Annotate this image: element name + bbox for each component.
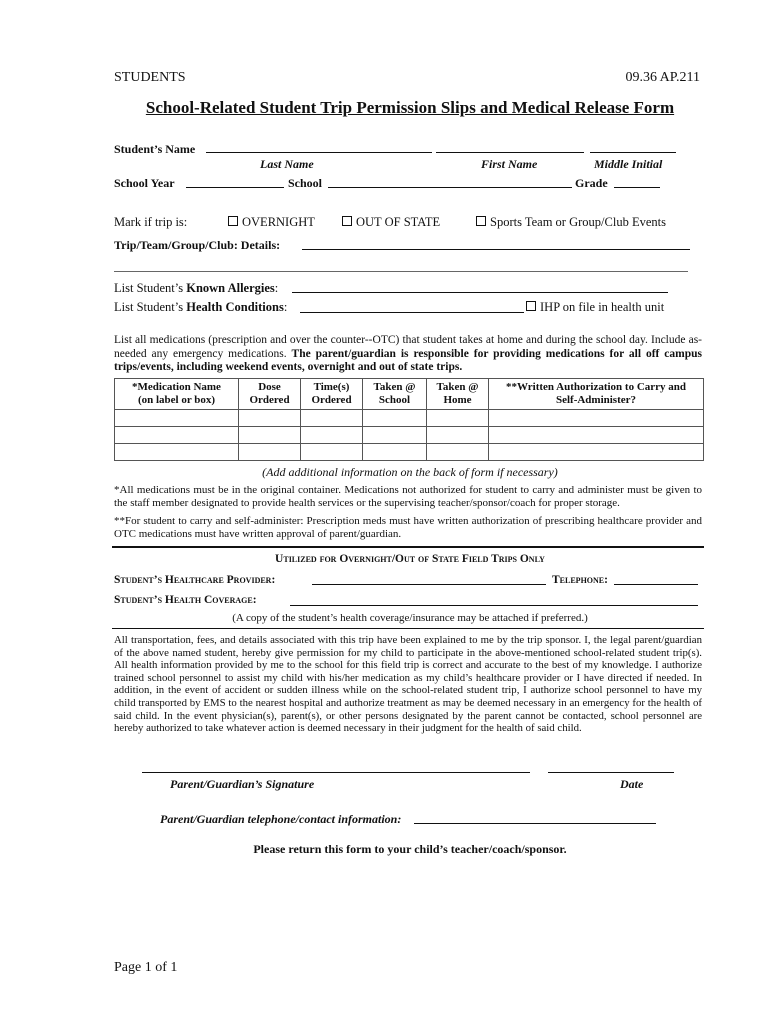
checkbox-icon[interactable] [476,216,486,226]
sports-team-option[interactable]: Sports Team or Group/Club Events [476,215,666,230]
section-divider [112,628,704,629]
page-number: Page 1 of 1 [114,960,178,975]
health-coverage-label: Student’s Health Coverage: [114,594,257,606]
out-of-state-option[interactable]: OUT OF STATE [342,215,440,230]
student-name-label: Student’s Name [114,142,196,156]
healthcare-provider-field[interactable] [312,584,546,585]
times-header: Time(s) Ordered [301,379,363,410]
trip-details-field-2[interactable] [114,271,688,272]
first-name-caption: First Name [481,157,538,171]
authorization-header: **Written Authorization to Carry and Self-Administer? [489,379,704,410]
healthcare-provider-label: Student’s Healthcare Provider: [114,574,276,586]
middle-initial-field[interactable] [590,152,676,153]
medication-name-header: *Medication Name (on label or box) [115,379,239,410]
page-title: School-Related Student Trip Permission Slips and Medical Release Form [145,98,675,117]
school-label: School [288,176,323,190]
last-name-caption: Last Name [260,157,314,171]
note-self-administer: **For student to carry and self-administer: Prescription meds must have written authorization of prescribing healthcare provider and OTC medications must have written approval of parent/guardian. [114,515,702,540]
school-year-label: School Year [114,176,175,190]
trip-details-label: Trip/Team/Group/Club: Details: [114,238,281,252]
table-row[interactable] [115,427,704,444]
date-label: Date [620,777,644,791]
health-coverage-field[interactable] [290,605,698,606]
telephone-field[interactable] [614,584,698,585]
medications-intro: List all medications (prescription and over the counter--OTC) that student takes at home and during the school day. Include as-needed any emergency medications. The parent/guardian is responsible for providing medications for all off campus trips/events, including weekend events, overnight and out of state trips. [114,334,702,374]
trip-details-field[interactable] [302,249,690,250]
checkbox-icon[interactable] [526,301,536,311]
table-header-row [115,379,704,410]
middle-initial-caption: Middle Initial [594,157,663,171]
table-row[interactable] [115,410,704,427]
taken-home-header: Taken @ Home [427,379,489,410]
coverage-note: (A copy of the student’s health coverage/insurance may be attached if preferred.) [232,612,588,624]
health-conditions-label: List Student’s Health Conditions: [114,300,288,314]
first-name-field[interactable] [436,152,584,153]
health-conditions-field[interactable] [300,312,524,313]
date-field[interactable] [548,772,674,773]
medication-table [114,378,704,461]
school-field[interactable] [328,187,572,188]
school-year-field[interactable] [186,187,284,188]
taken-school-header: Taken @ School [363,379,427,410]
table-note: (Add additional information on the back of form if necessary) [262,465,558,479]
allergies-field[interactable] [292,292,668,293]
mark-trip-label: Mark if trip is: [114,215,188,229]
grade-field[interactable] [614,187,660,188]
overnight-heading: Utilized for Overnight/Out of State Field Trips Only [275,553,545,565]
contact-label: Parent/Guardian telephone/contact information: [160,812,402,826]
grade-label: Grade [575,176,608,190]
contact-field[interactable] [414,823,656,824]
signature-label: Parent/Guardian’s Signature [170,777,315,791]
dose-header: Dose Ordered [239,379,301,410]
consent-text: All transportation, fees, and details associated with this trip have been explained to me by the trip sponsor. I, the legal parent/guardian of the above named student, hereby give permission for my child to participate in the above-mentioned school-related student trip(s). All health information provided by me to the school for this field trip is correct and accurate to the best of my knowledge. I authorize trained school personnel to assist my child with his/her medication as my child’s healthcare provider or I have directed if needed. In addition, in the event of accident or sudden illness while on the school-related student trip, I authorize school personnel to have my child transported by EMS to the nearest hospital and authorize treatment as may be deemed necessary in an emergency for the health of said child. In the event physician(s), parent(s), or other persons designated by the parent cannot be contacted, school personnel are hereby authorized to take whatever action is deemed necessary in their judgment for the health of said child. [114,634,702,735]
checkbox-icon[interactable] [342,216,352,226]
header-left: STUDENTS [114,70,186,85]
overnight-option[interactable]: OVERNIGHT [228,215,315,230]
checkbox-icon[interactable] [228,216,238,226]
table-row[interactable] [115,444,704,461]
last-name-field[interactable] [206,152,432,153]
return-note: Please return this form to your child’s teacher/coach/sponsor. [253,842,567,856]
header-right: 09.36 AP.211 [625,70,700,85]
note-original-container: *All medications must be in the original container. Medications not authorized for student to carry and administer must be given to the staff member designated to provide health services or the supervising teacher/sponsor/coach for proper storage. [114,484,702,509]
ihp-option[interactable]: IHP on file in health unit [526,300,664,315]
signature-field[interactable] [142,772,530,773]
allergies-label: List Student’s Known Allergies: [114,281,279,295]
telephone-label: Telephone: [552,574,608,586]
section-divider [112,546,704,548]
